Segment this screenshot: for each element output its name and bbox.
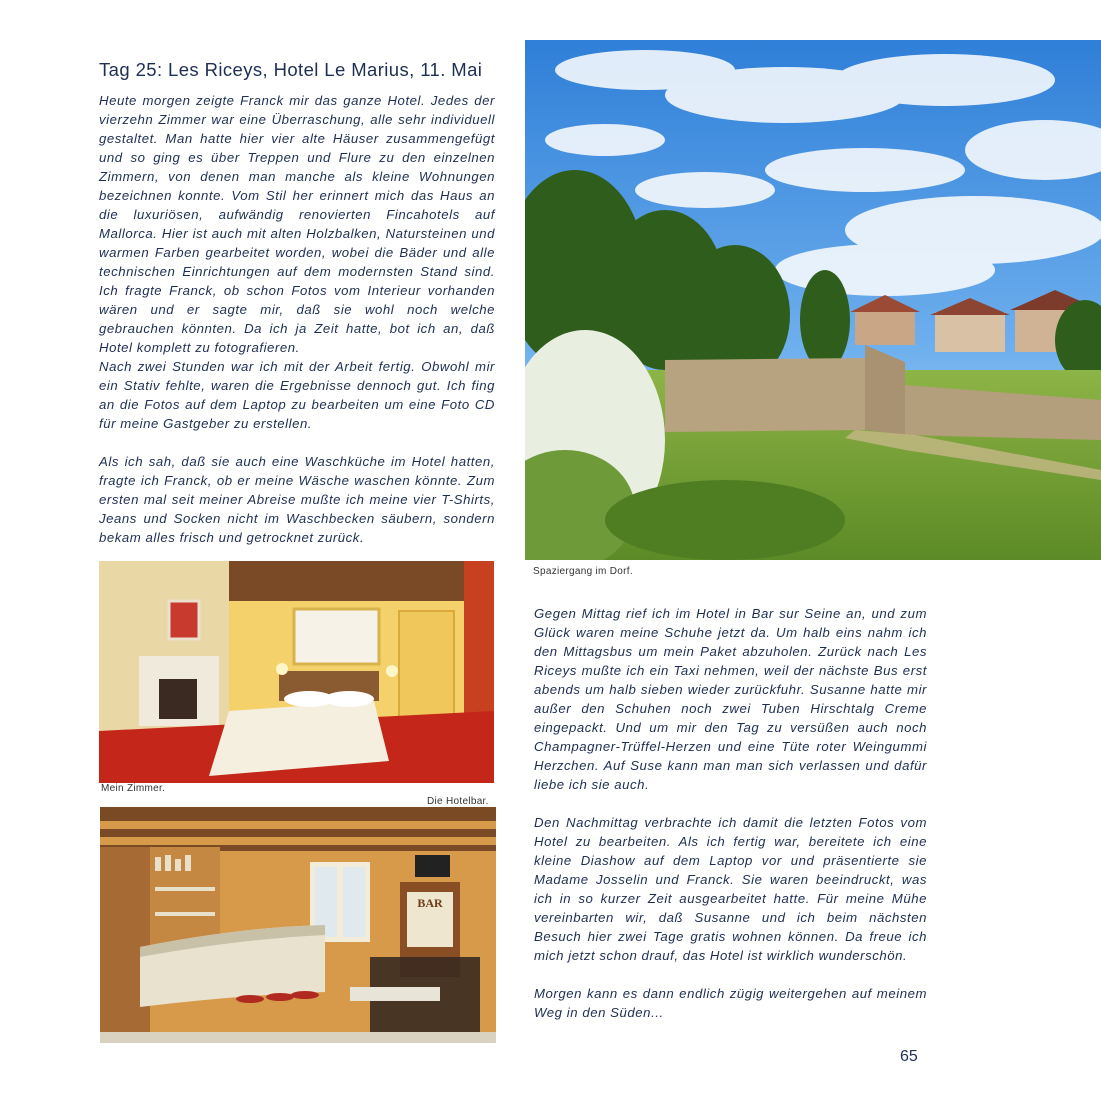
body-paragraph-5: Den Nachmittag verbrachte ich damit die letzten Fotos vom Hotel zu bearbeiten. Als ich fertig war, bereitete ich eine kleine Diashow auf dem Laptop vor und präsentierte sie Madame Josselin und Franck. Sie waren beeindruckt, was ich in so kurzer Zeit ausgearbeitet hatte. Für meine Mühe vereinbarten wir, daß Susanne und ich beim nächsten Besuch hier zwei Tage gratis wohnen können. Da freue ich mich jetzt schon drauf, das Hotel ist wirklich wunderschön. bbox=[534, 815, 927, 963]
caption-room: Mein Zimmer. bbox=[101, 783, 166, 794]
bar-sign-text: BAR bbox=[417, 896, 443, 910]
caption-village: Spaziergang im Dorf. bbox=[533, 566, 633, 577]
body-paragraph-6: Morgen kann es dann endlich zügig weitergehen auf meinem Weg in den Süden... bbox=[534, 986, 927, 1020]
body-paragraph-4: Gegen Mittag rief ich im Hotel in Bar sur Seine an, und zum Glück waren meine Schuhe jetzt da. Um halb eins nahm ich den Mittagsbus um mein Paket abzuholen. Zurück nach Les Riceys mußte ich ein Taxi nehmen, weil der nächste Bus erst abends um halb sieben wieder zurückfuhr. Susanne hatte mir außer den Schuhen noch zwei Tuben Hirschtalg Creme eingepackt. Und um mir den Tag zu versüßen auch noch Champagner-Trüffel-Herzen und eine Tüte roter Weingummi Herzchen. Auf Suse kann man man sich verlassen und dafür liebe ich sie auch. bbox=[534, 606, 927, 792]
body-paragraph-1: Heute morgen zeigte Franck mir das ganze Hotel. Jedes der vierzehn Zimmer war eine Überraschung, alle sehr individuell gestaltet. Man hatte hier vier alte Häuser zusammengefügt und so ging es über Treppen und Flure zu den einzelnen Zimmern, von denen man manche als kleine Wohnungen bezeichnen konnte. Vom Stil her erinnert mich das Haus an die luxuriösen, aufwändig renovierten Fincahotels auf Mallorca. Hier ist auch mit alten Holzbalken, Natursteinen und warmen Farben gearbeitet worden, wobei die Bäder und alle technischen Einrichtungen auf dem modernsten Stand sind. Ich fragte Franck, ob schon Fotos vom Interieur vorhanden wären und er sagte mir, daß sie wohl noch welche gebrauchen könnten. Da ich ja Zeit hatte, bot ich an, daß Hotel komplett zu fotografieren. bbox=[99, 93, 495, 355]
village-photo bbox=[525, 40, 1101, 560]
chapter-title: Tag 25: Les Riceys, Hotel Le Marius, 11. Mai bbox=[99, 59, 483, 80]
body-paragraph-3: Als ich sah, daß sie auch eine Waschküche im Hotel hatten, fragte ich Franck, ob er meine Wäsche waschen könnte. Zum ersten mal seit meiner Abreise mußte ich meine vier T-Shirts, Jeans und Socken nicht im Waschbecken säubern, sondern bekam alles frisch und getrocknet zurück. bbox=[99, 454, 495, 545]
room-photo bbox=[99, 561, 494, 783]
caption-bar: Die Hotelbar. bbox=[427, 796, 489, 807]
bar-photo bbox=[100, 807, 496, 1043]
page-number: 65 bbox=[900, 1048, 918, 1065]
body-paragraph-2: Nach zwei Stunden war ich mit der Arbeit fertig. Obwohl mir ein Stativ fehlte, waren die Ergebnisse dennoch gut. Ich fing an die Fotos auf dem Laptop zu bearbeiten um eine Foto CD für meine Gastgeber zu erstellen. bbox=[99, 359, 495, 431]
